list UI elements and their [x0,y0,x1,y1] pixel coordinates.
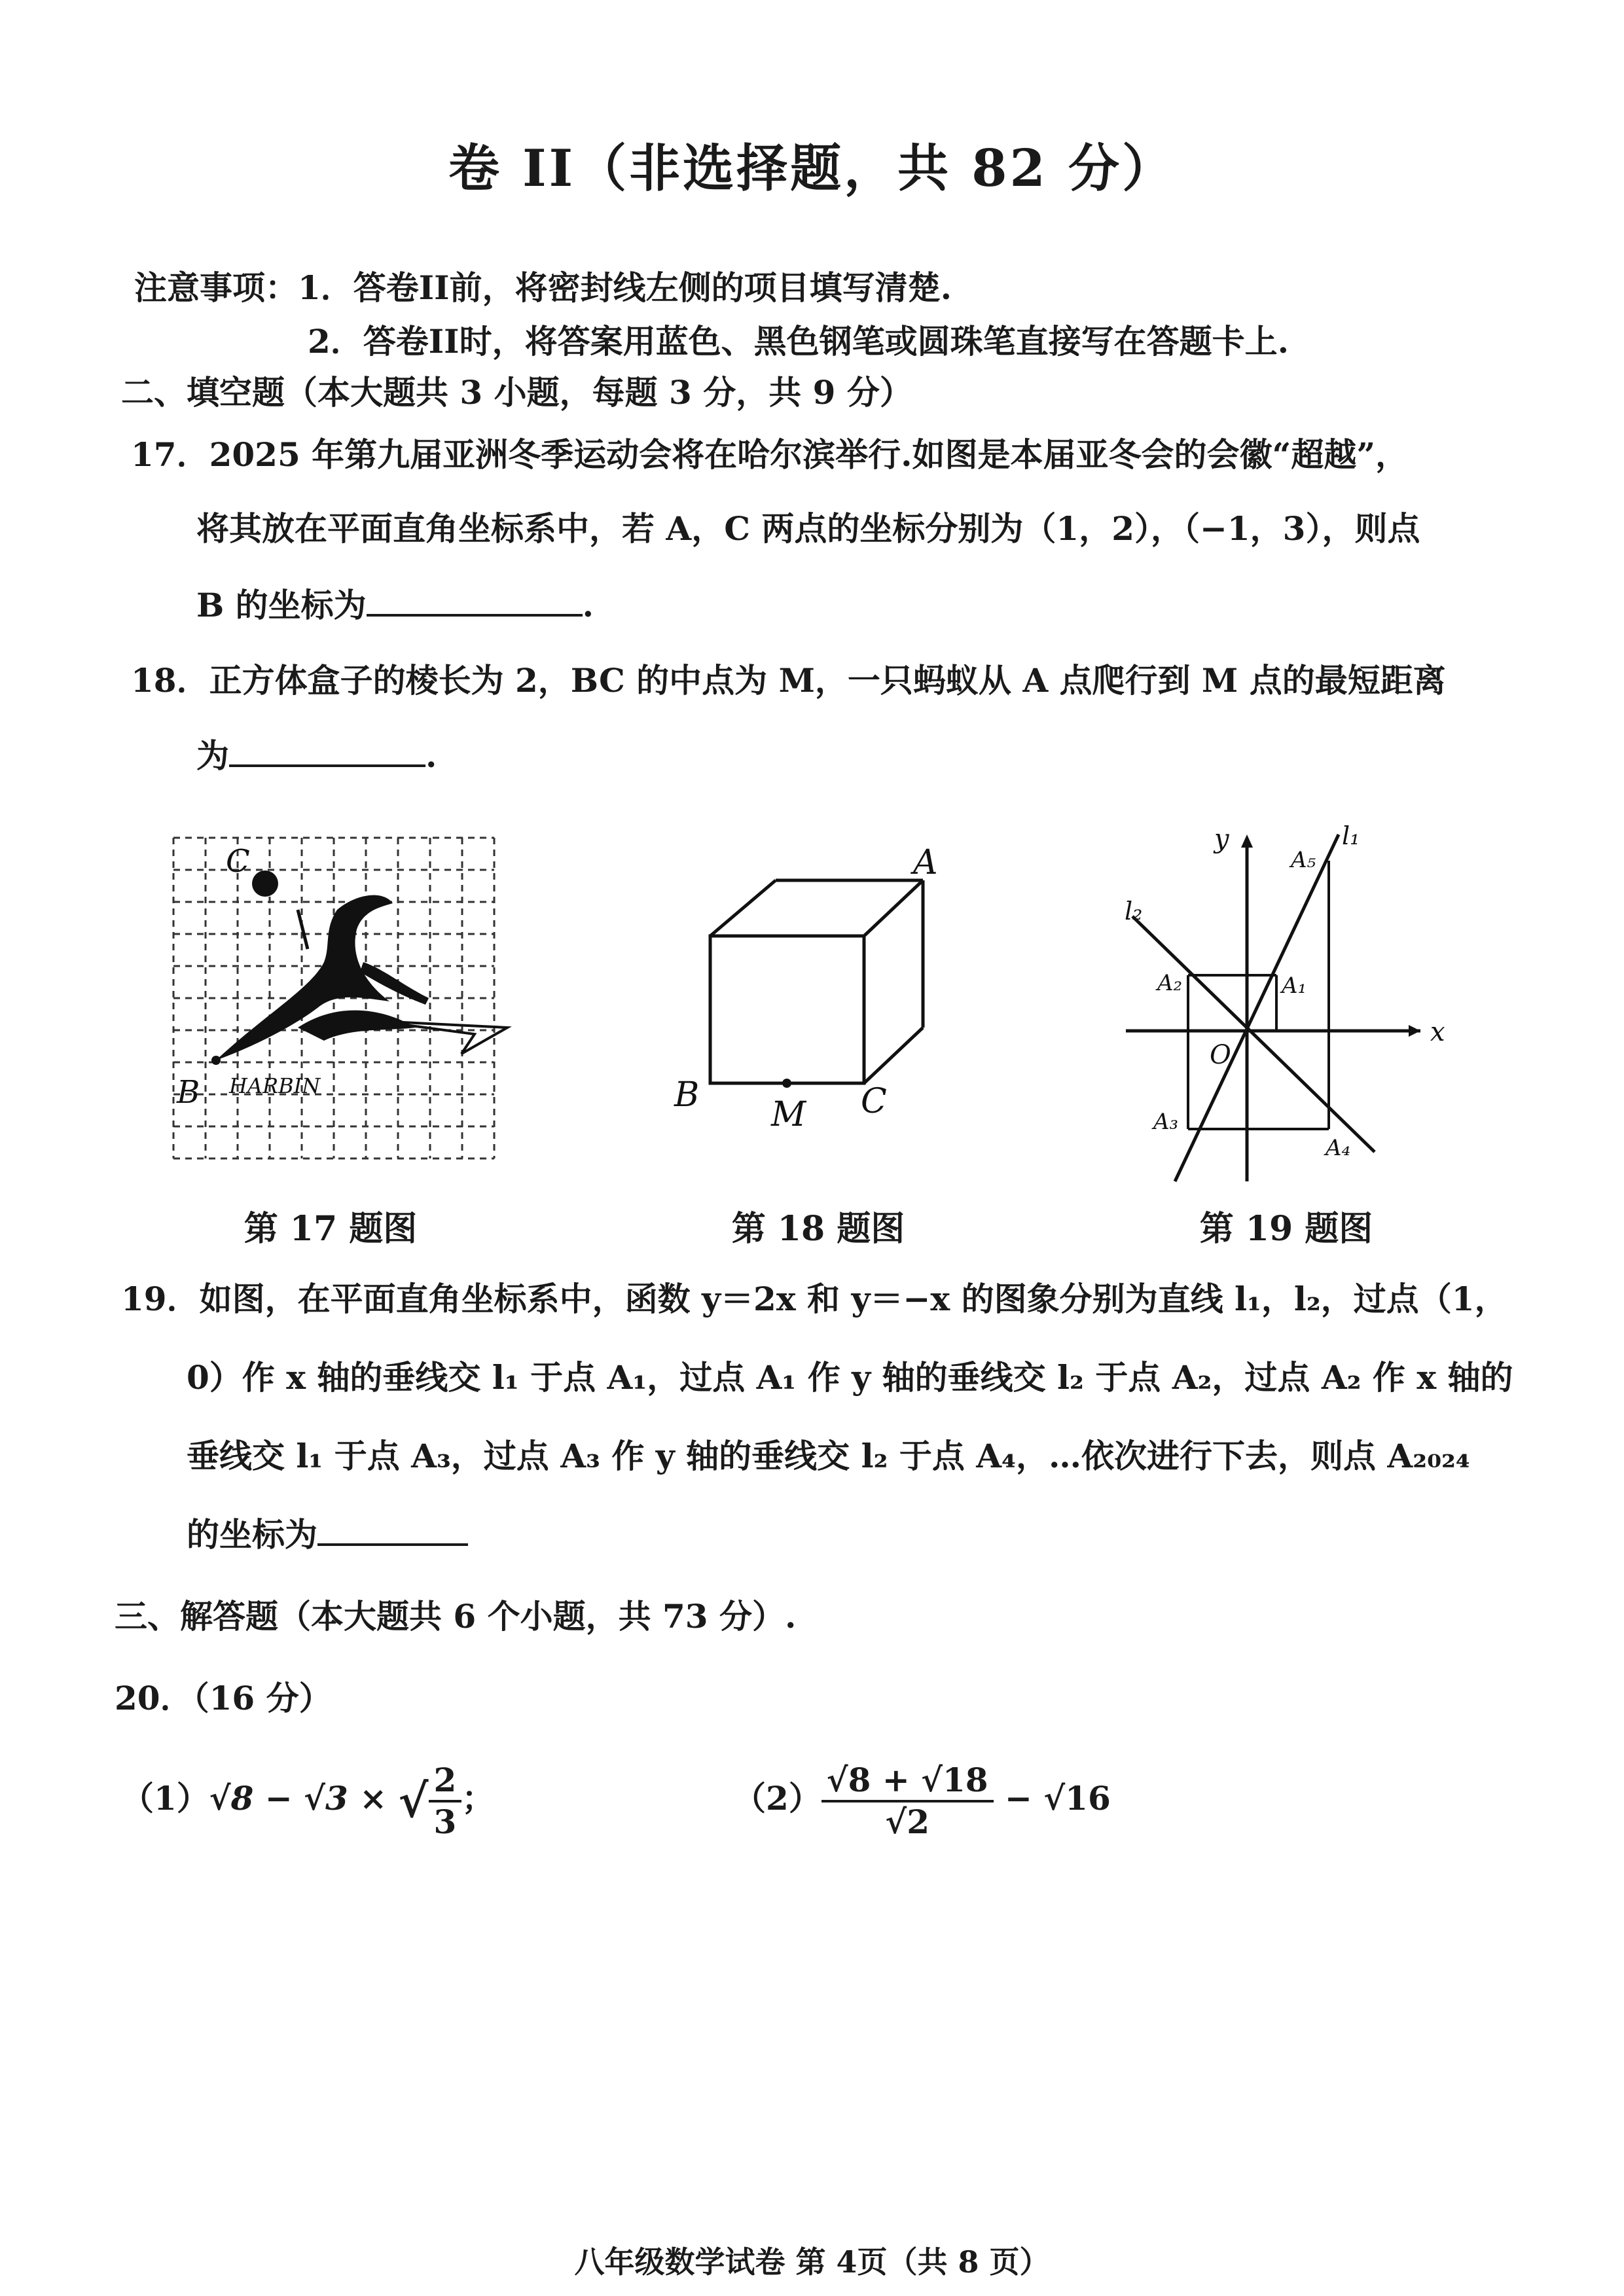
q17-line-3-text: B 的坐标为 [196,586,367,624]
logo [216,895,507,1060]
caption-fig-19: 第 19 题图 [1199,1209,1373,1249]
q20-p1-frac-den: 3 [433,1803,457,1841]
page-footer: 八年级数学试卷 第 4页（共 8 页） [574,2244,1050,2280]
label-x: x [1430,1017,1445,1047]
label-c: C [861,1082,887,1121]
q20-p1-frac-num: 2 [429,1761,462,1803]
label-y: y [1214,824,1229,854]
page-title: 卷 II（非选择题，共 82 分） [448,139,1176,198]
sqrt-sign: √ [398,1774,429,1828]
q20-p2-den: √2 [885,1803,930,1841]
q17-line-3 [196,586,594,625]
q20-header: 20．（16 分） [115,1679,332,1717]
q19-line-2: 0）作 x 轴的垂线交 l₁ 于点 A₁，过点 A₁ 作 y 轴的垂线交 l₂ 于点 A₂，过点 A₂ 作 x 轴的 [187,1358,1513,1397]
caption-fig-17: 第 17 题图 [244,1209,418,1249]
q20-p2-tail: − √16 [993,1779,1111,1818]
label-a5: A₅ [1291,847,1316,873]
q18-answer-blank[interactable] [229,738,425,767]
q20-part-1 [121,1761,494,1842]
q18-line-2-text: 为 [196,736,229,775]
q20-p1-fraction [429,1761,462,1842]
label-c: C [226,843,250,880]
q18-line-2 [196,736,437,776]
label-a1: A₁ [1282,973,1307,999]
label-b: B [177,1074,200,1111]
q19-line-1: 19．如图，在平面直角坐标系中，函数 y＝2x 和 y＝−x 的图象分别为直线 l₁，l₂，过点（1， [121,1280,1507,1318]
q20-p2-num: √8 + √18 [821,1761,994,1803]
label-a: A [913,843,938,882]
section-3-heading: 三、解答题（本大题共 6 个小题，共 73 分）. [115,1597,797,1636]
label-m: M [771,1095,806,1134]
point-b [211,1056,221,1065]
point-m [782,1079,791,1088]
caption-fig-18: 第 18 题图 [731,1209,905,1249]
label-b: B [674,1075,700,1115]
q17-line-2: 将其放在平面直角坐标系中，若 A，C 两点的坐标分别为（1，2），（−1，3），则点 [196,509,1420,548]
notes-line-1 [134,268,952,308]
label-a4: A₄ [1326,1135,1351,1161]
q17-line-1: 17．2025 年第九届亚洲冬季运动会将在哈尔滨举行.如图是本届亚冬会的会徽“超越”， [131,435,1409,474]
notes-item-2: 2．答卷II时，将答案用蓝色、黑色钢笔或圆珠笔直接写在答题卡上. [308,322,1289,361]
figure-19 [1113,821,1453,1188]
q17-end: . [582,586,594,624]
q20-p2-label: （2） [733,1779,821,1818]
label-a3: A₃ [1153,1109,1179,1135]
y-axis-arrow [1241,834,1253,848]
section-2-heading: 二、填空题（本大题共 3 小题，每题 3 分，共 9 分） [121,373,912,412]
point-c [252,870,278,897]
q20-p2-fraction [821,1761,994,1842]
q20-p1-label: （1） [121,1779,209,1818]
notes-item-1: 1．答卷II前，将密封线左侧的项目填写清楚. [298,268,952,307]
label-o: O [1210,1040,1231,1070]
q20-part-2 [733,1761,1111,1842]
x-axis-arrow [1409,1025,1420,1037]
q18-end: . [425,736,437,775]
notes-label: 注意事项： [134,268,298,307]
q17-answer-blank[interactable] [367,588,583,617]
label-l2: l₂ [1125,897,1143,925]
q19-line-4-text: 的坐标为 [187,1515,317,1554]
q20-p1-end: ； [461,1779,495,1818]
figure-18 [661,838,969,1145]
figure-17 [167,831,560,1165]
q18-line-1: 18．正方体盒子的棱长为 2，BC 的中点为 M，一只蚂蚁从 A 点爬行到 M 点的最短距离 [131,661,1446,700]
q20-p1-expr: √8 − √3 × [209,1779,399,1818]
logo-text: HARBIN [229,1073,321,1098]
cube [710,880,923,1083]
label-a2: A₂ [1157,970,1183,996]
q19-line-4 [187,1515,468,1554]
q19-line-3: 垂线交 l₁ 于点 A₃，过点 A₃ 作 y 轴的垂线交 l₂ 于点 A₄，…依次进行下去，则点 A₂₀₂₄ [187,1437,1470,1475]
label-l1: l₁ [1342,821,1360,850]
q19-answer-blank[interactable] [317,1517,468,1546]
